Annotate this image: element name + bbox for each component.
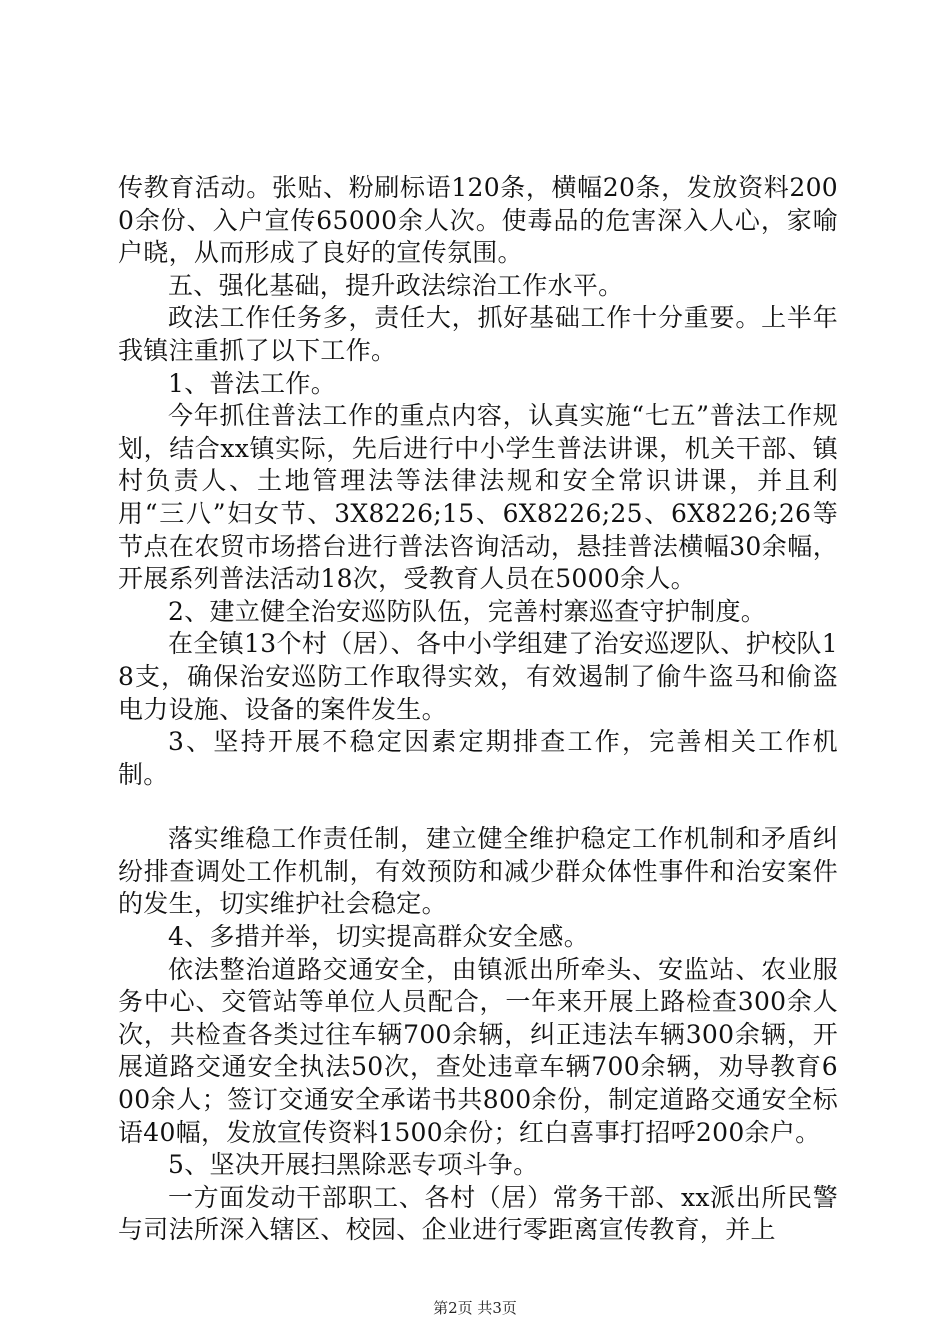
section-heading-5: 五、强化基础，提升政法综治工作水平。: [168, 270, 624, 300]
paragraph-1: 传教育活动。张贴、粉刷标语120条，横幅20条，发放资料2000余份、入户宣传65000余人次。使毒品的危害深入人心，家喻户晓，从而形成了良好的宣传氛围。: [118, 173, 838, 268]
paragraph-6: 依法整治道路交通安全，由镇派出所牵头、安监站、农业服务中心、交管站等单位人员配合，一年来开展上路检查300余人次，共检查各类过往车辆700余辆，纠正违法车辆300余辆，开展道路交通安全执法50次，查处违章车辆700余辆，劝导教育600余人；签订交通安全承诺书共800余份，制定道路交通安全标语40幅，发放宣传资料1500余份；红白喜事打招呼200余户。: [118, 954, 838, 1147]
page-footer: 第2页 共3页: [433, 1299, 517, 1317]
subheading-5: 5、坚决开展扫黑除恶专项斗争。: [168, 1150, 539, 1180]
paragraph-2: 政法工作任务多，责任大，抓好基础工作十分重要。上半年我镇注重抓了以下工作。: [118, 303, 838, 365]
paragraph-4: 在全镇13个村（居）、各中小学组建了治安巡逻队、护校队18支，确保治安巡防工作取得实效，有效遏制了偷牛盗马和偷盗电力设施、设备的案件发生。: [118, 629, 838, 724]
subheading-4: 4、多措并举，切实提高群众安全感。: [168, 922, 590, 952]
paragraph-5: 落实维稳工作责任制，建立健全维护稳定工作机制和矛盾纠纷排查调处工作机制，有效预防和减少群众体性事件和治安案件的发生，切实维护社会稳定。: [118, 824, 838, 919]
paragraph-3: 今年抓住普法工作的重点内容，认真实施“七五”普法工作规划，结合xx镇实际，先后进行中小学生普法讲课，机关干部、镇村负责人、土地管理法等法律法规和安全常识讲课，并且利用“三八”妇女节、3X8226;15、6X8226;25、6X8226;26等节点在农贸市场搭台进行普法咨询活动，悬挂普法横幅30余幅，开展系列普法活动18次，受教育人员在5000余人。: [118, 401, 838, 594]
subheading-2: 2、建立健全治安巡防队伍，完善村寨巡查守护制度。: [168, 596, 767, 626]
subheading-1: 1、普法工作。: [168, 368, 337, 398]
subheading-3: 3、坚持开展不稳定因素定期排查工作，完善相关工作机制。: [118, 727, 838, 789]
paragraph-7: 一方面发动干部职工、各村（居）常务干部、xx派出所民警与司法所深入辖区、校园、企业进行零距离宣传教育，并上: [118, 1182, 838, 1245]
document-body: [118, 172, 838, 1247]
